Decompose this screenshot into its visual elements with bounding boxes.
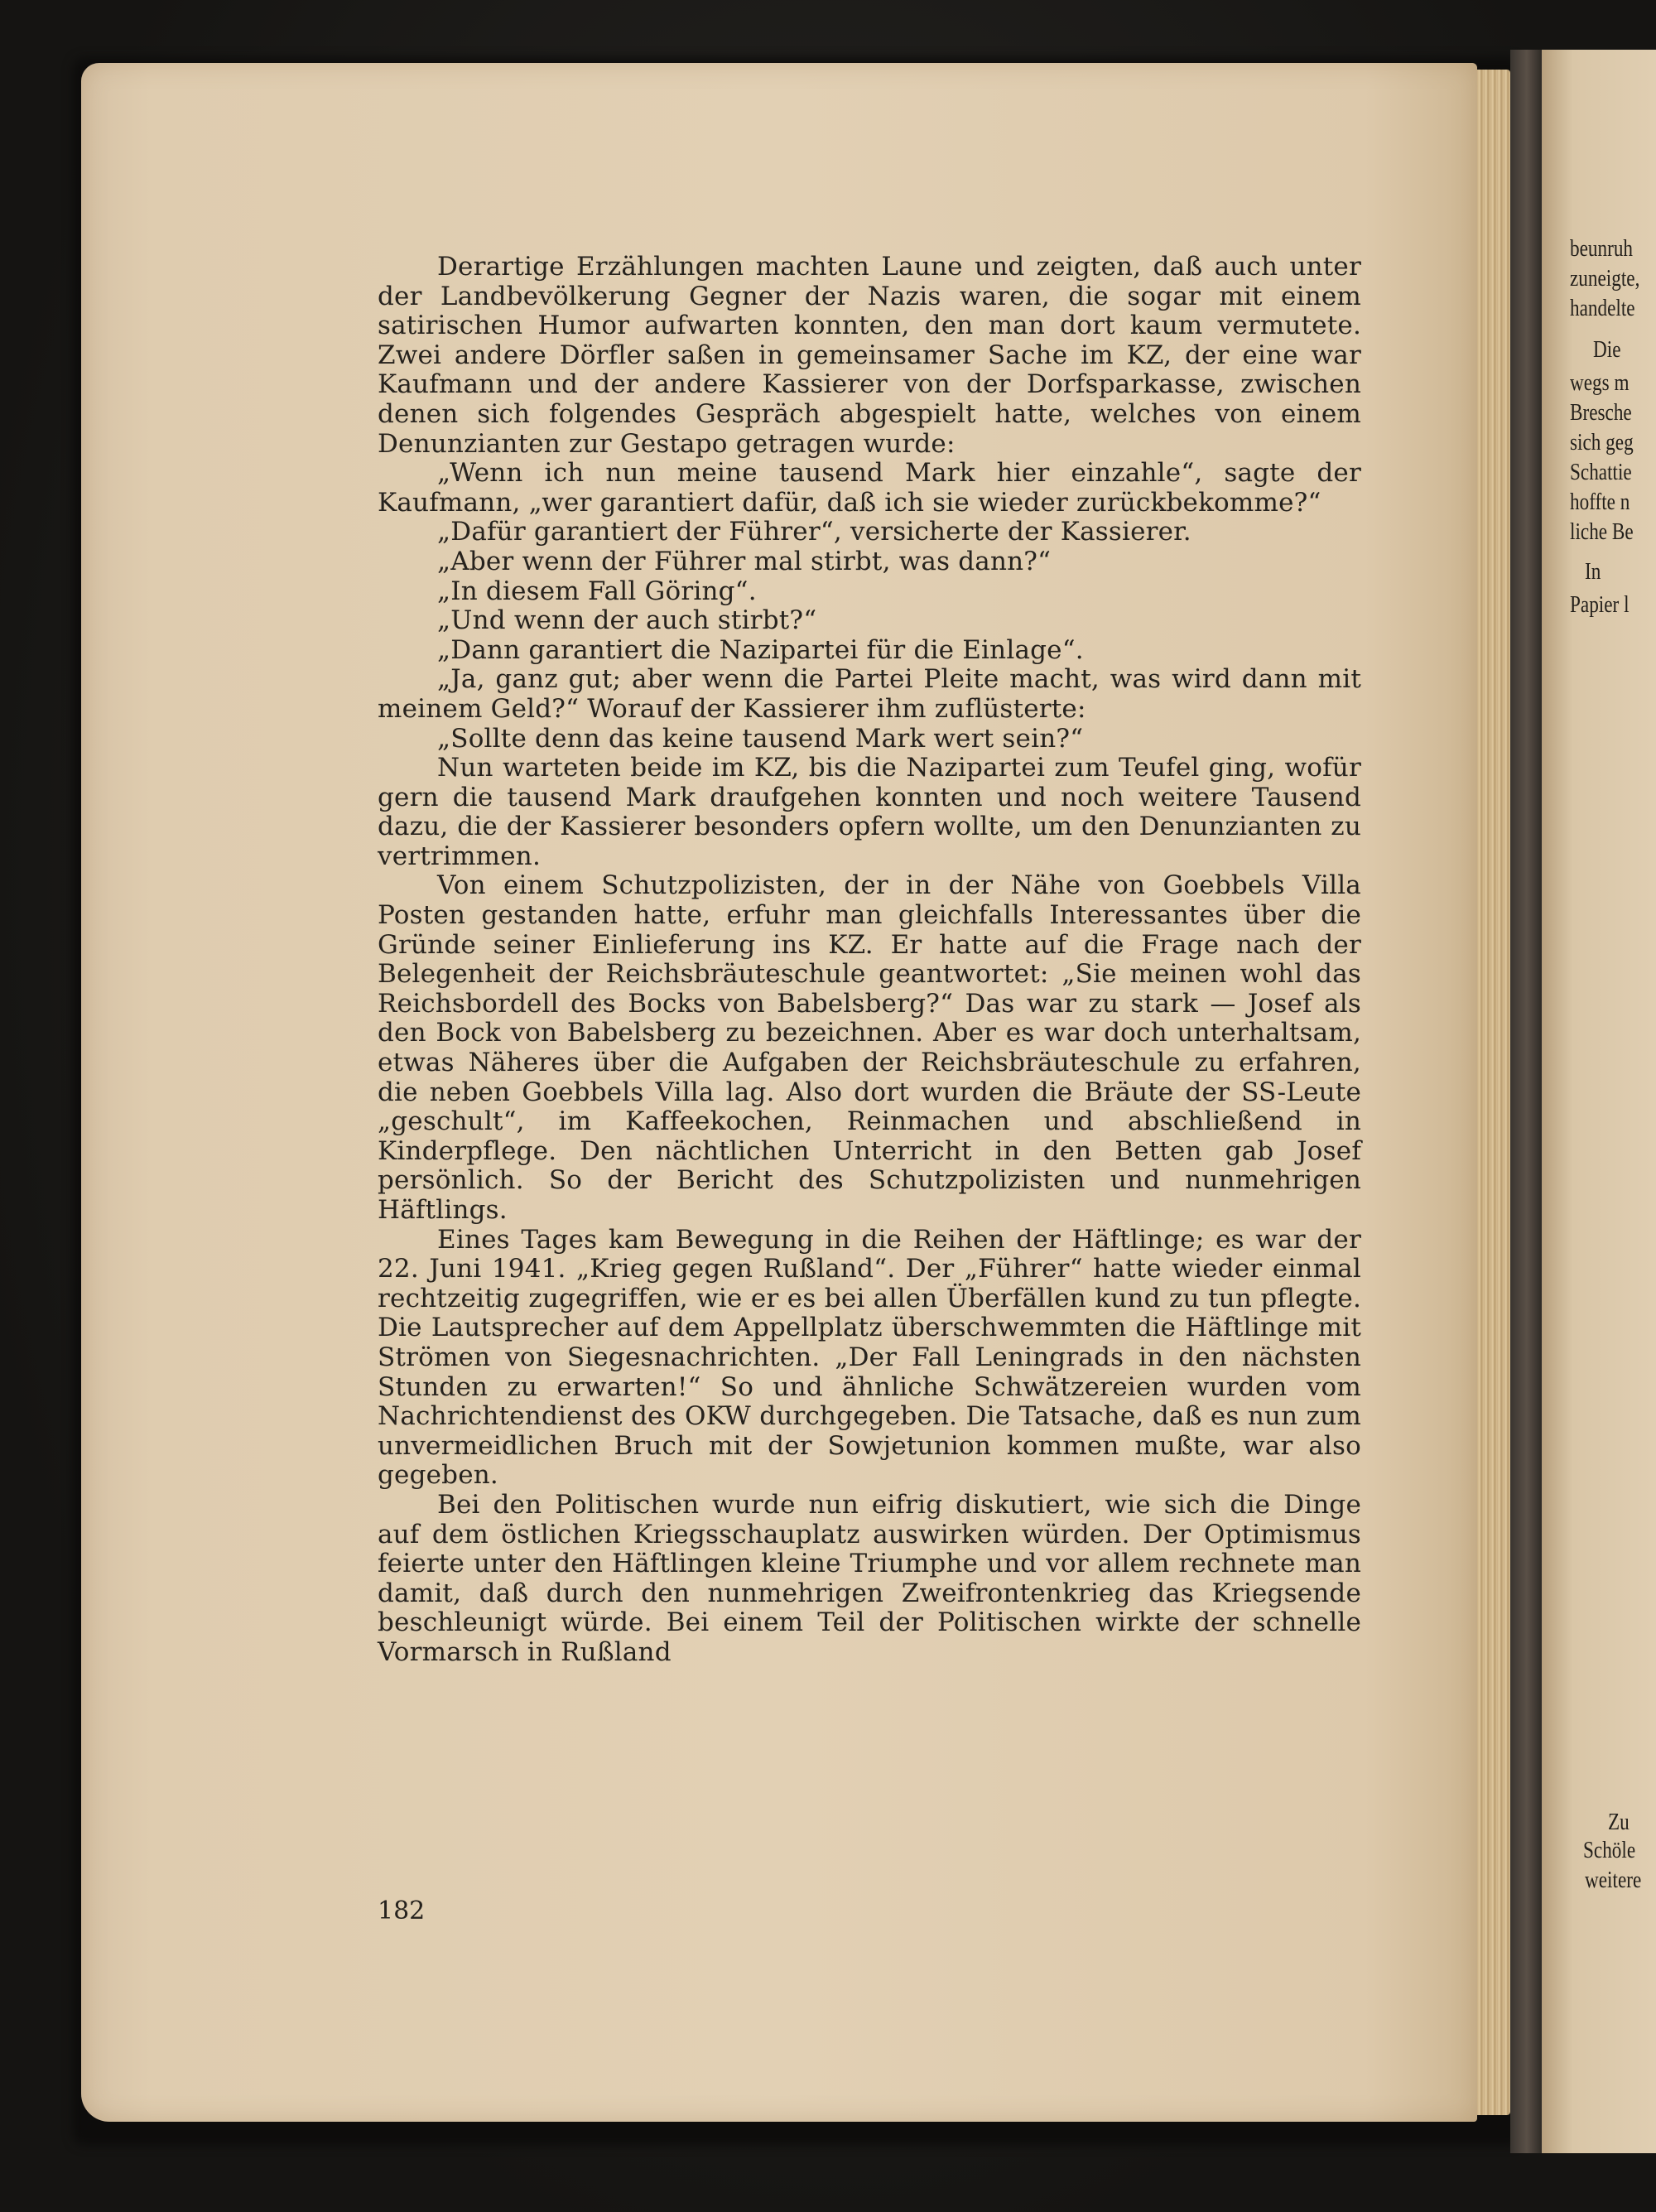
paragraph: Nun warteten beide im KZ, bis die Nazipartei zum Teufel ging, wofür gern die tausend Mark draufgehen konnten und noch weitere Tausend dazu, die der Kassierer besonders opfern wollte, um den Denunzianten zu vertrimmen.: [378, 753, 1361, 871]
next-page-line: Schöle: [1583, 1837, 1636, 1863]
paragraph: „Dann garantiert die Nazipartei für die Einlage“.: [437, 634, 1084, 665]
next-page-line: weitere: [1585, 1867, 1642, 1893]
next-page-line: Schattie: [1570, 459, 1632, 485]
next-page-line: hoffte n: [1570, 489, 1630, 515]
next-page-line: beunruh: [1570, 235, 1634, 262]
paragraph: Von einem Schutzpolizisten, der in der Nähe von Goebbels Villa Posten gestanden hatte, erfuhr man gleichfalls Interessantes über die Gründe seiner Einlieferung ins KZ. Er hatte auf die Frage nach der Belegenheit der Reichsbräuteschule geantwortet: „Sie meinen wohl das Reichsbordell des Bocks von Babelsberg?“ Das war zu stark — Josef als den Bock von Babelsberg zu bezeichnen. Aber es war doch unterhaltsam, etwas Näheres über die Aufgaben der Reichsbräuteschule zu erfahren, die neben Goebbels Villa lag. Also dort wurden die Bräute der SS-Leute „geschult“, im Kaffeekochen, Reinmachen und abschließend in Kinderpflege. Den nächtlichen Unterricht in den Betten gab Josef persönlich. So der Bericht des Schutzpolizisten und nunmehrigen Häftlings.: [378, 870, 1361, 1225]
next-page-line: Bresche: [1570, 399, 1632, 426]
next-page-line: liche Be: [1570, 518, 1634, 545]
next-page-line: Zu: [1608, 1809, 1630, 1835]
next-page-line: zuneigte,: [1570, 265, 1640, 292]
paragraph: „In diesem Fall Göring“.: [437, 576, 757, 606]
page-number: 182: [378, 1896, 426, 1925]
paragraph: „Aber wenn der Führer mal stirbt, was dann?“: [437, 546, 1052, 576]
next-page-line: handelte: [1570, 295, 1635, 321]
paragraph: Bei den Politischen wurde nun eifrig diskutiert, wie sich die Dinge auf dem östlichen Kriegsschauplatz auswirken würden. Der Optimismus feierte unter den Häftlingen kleine Triumphe und vor allem rechnete man damit, daß durch den nunmehrigen Zweifrontenkrieg das Kriegsende beschleunigt würde. Bei einem Teil der Politischen wirkte der schnelle Vormarsch in Rußland: [378, 1489, 1361, 1667]
book-gutter: [1510, 50, 1543, 2153]
book-page-right-partial: [1542, 50, 1656, 2153]
paragraph: „Sollte denn das keine tausend Mark wert sein?“: [437, 723, 1084, 754]
paragraph: Eines Tages kam Bewegung in die Reihen der Häftlinge; es war der 22. Juni 1941. „Krieg gegen Rußland“. Der „Führer“ hatte wieder einmal rechtzeitig zugegriffen, wie er es bei allen Überfällen kund zu tun pflegte. Die Lautsprecher auf dem Appellplatz überschwemmten die Häftlinge mit Strömen von Siegesnachrichten. „Der Fall Leningrads in den nächsten Stunden zu erwarten!“ So und ähnliche Schwätzereien wurden vom Nachrichtendienst des OKW durchgegeben. Die Tatsache, daß es nun zum unvermeidlichen Bruch mit der Sowjetunion kommen mußte, war also gegeben.: [378, 1224, 1361, 1491]
paragraph: „Und wenn der auch stirbt?“: [437, 605, 817, 636]
paragraph: „Wenn ich nun meine tausend Mark hier einzahle“, sagte der Kaufmann, „wer garantiert dafür, daß ich sie wieder zurückbekomme?“: [378, 458, 1361, 518]
paragraph: „Dafür garantiert der Führer“, versicherte der Kassierer.: [437, 517, 1191, 547]
next-page-line: Die: [1593, 336, 1621, 363]
next-page-line: Papier l: [1570, 591, 1630, 618]
paragraph: Derartige Erzählungen machten Laune und zeigten, daß auch unter der Landbevölkerung Gegner der Nazis waren, die sogar mit einem satirischen Humor aufwarten konnten, den man dort kaum vermutete. Zwei andere Dörfler saßen in gemeinsamer Sache im KZ, der eine war Kaufmann und der andere Kassierer von der Dorfsparkasse, zwischen denen sich folgendes Gespräch abgespielt hatte, welches von einem Denunzianten zur Gestapo getragen wurde:: [378, 252, 1361, 459]
body-text: [378, 253, 1361, 1668]
next-page-line: wegs m: [1570, 369, 1630, 396]
paragraph: „Ja, ganz gut; aber wenn die Partei Pleite macht, was wird dann mit meinem Geld?“ Worauf der Kassierer ihm zuflüsterte:: [378, 664, 1361, 724]
next-page-line: In: [1585, 558, 1601, 585]
page-stack-edges: [1477, 70, 1510, 2115]
next-page-line: sich geg: [1570, 429, 1634, 455]
